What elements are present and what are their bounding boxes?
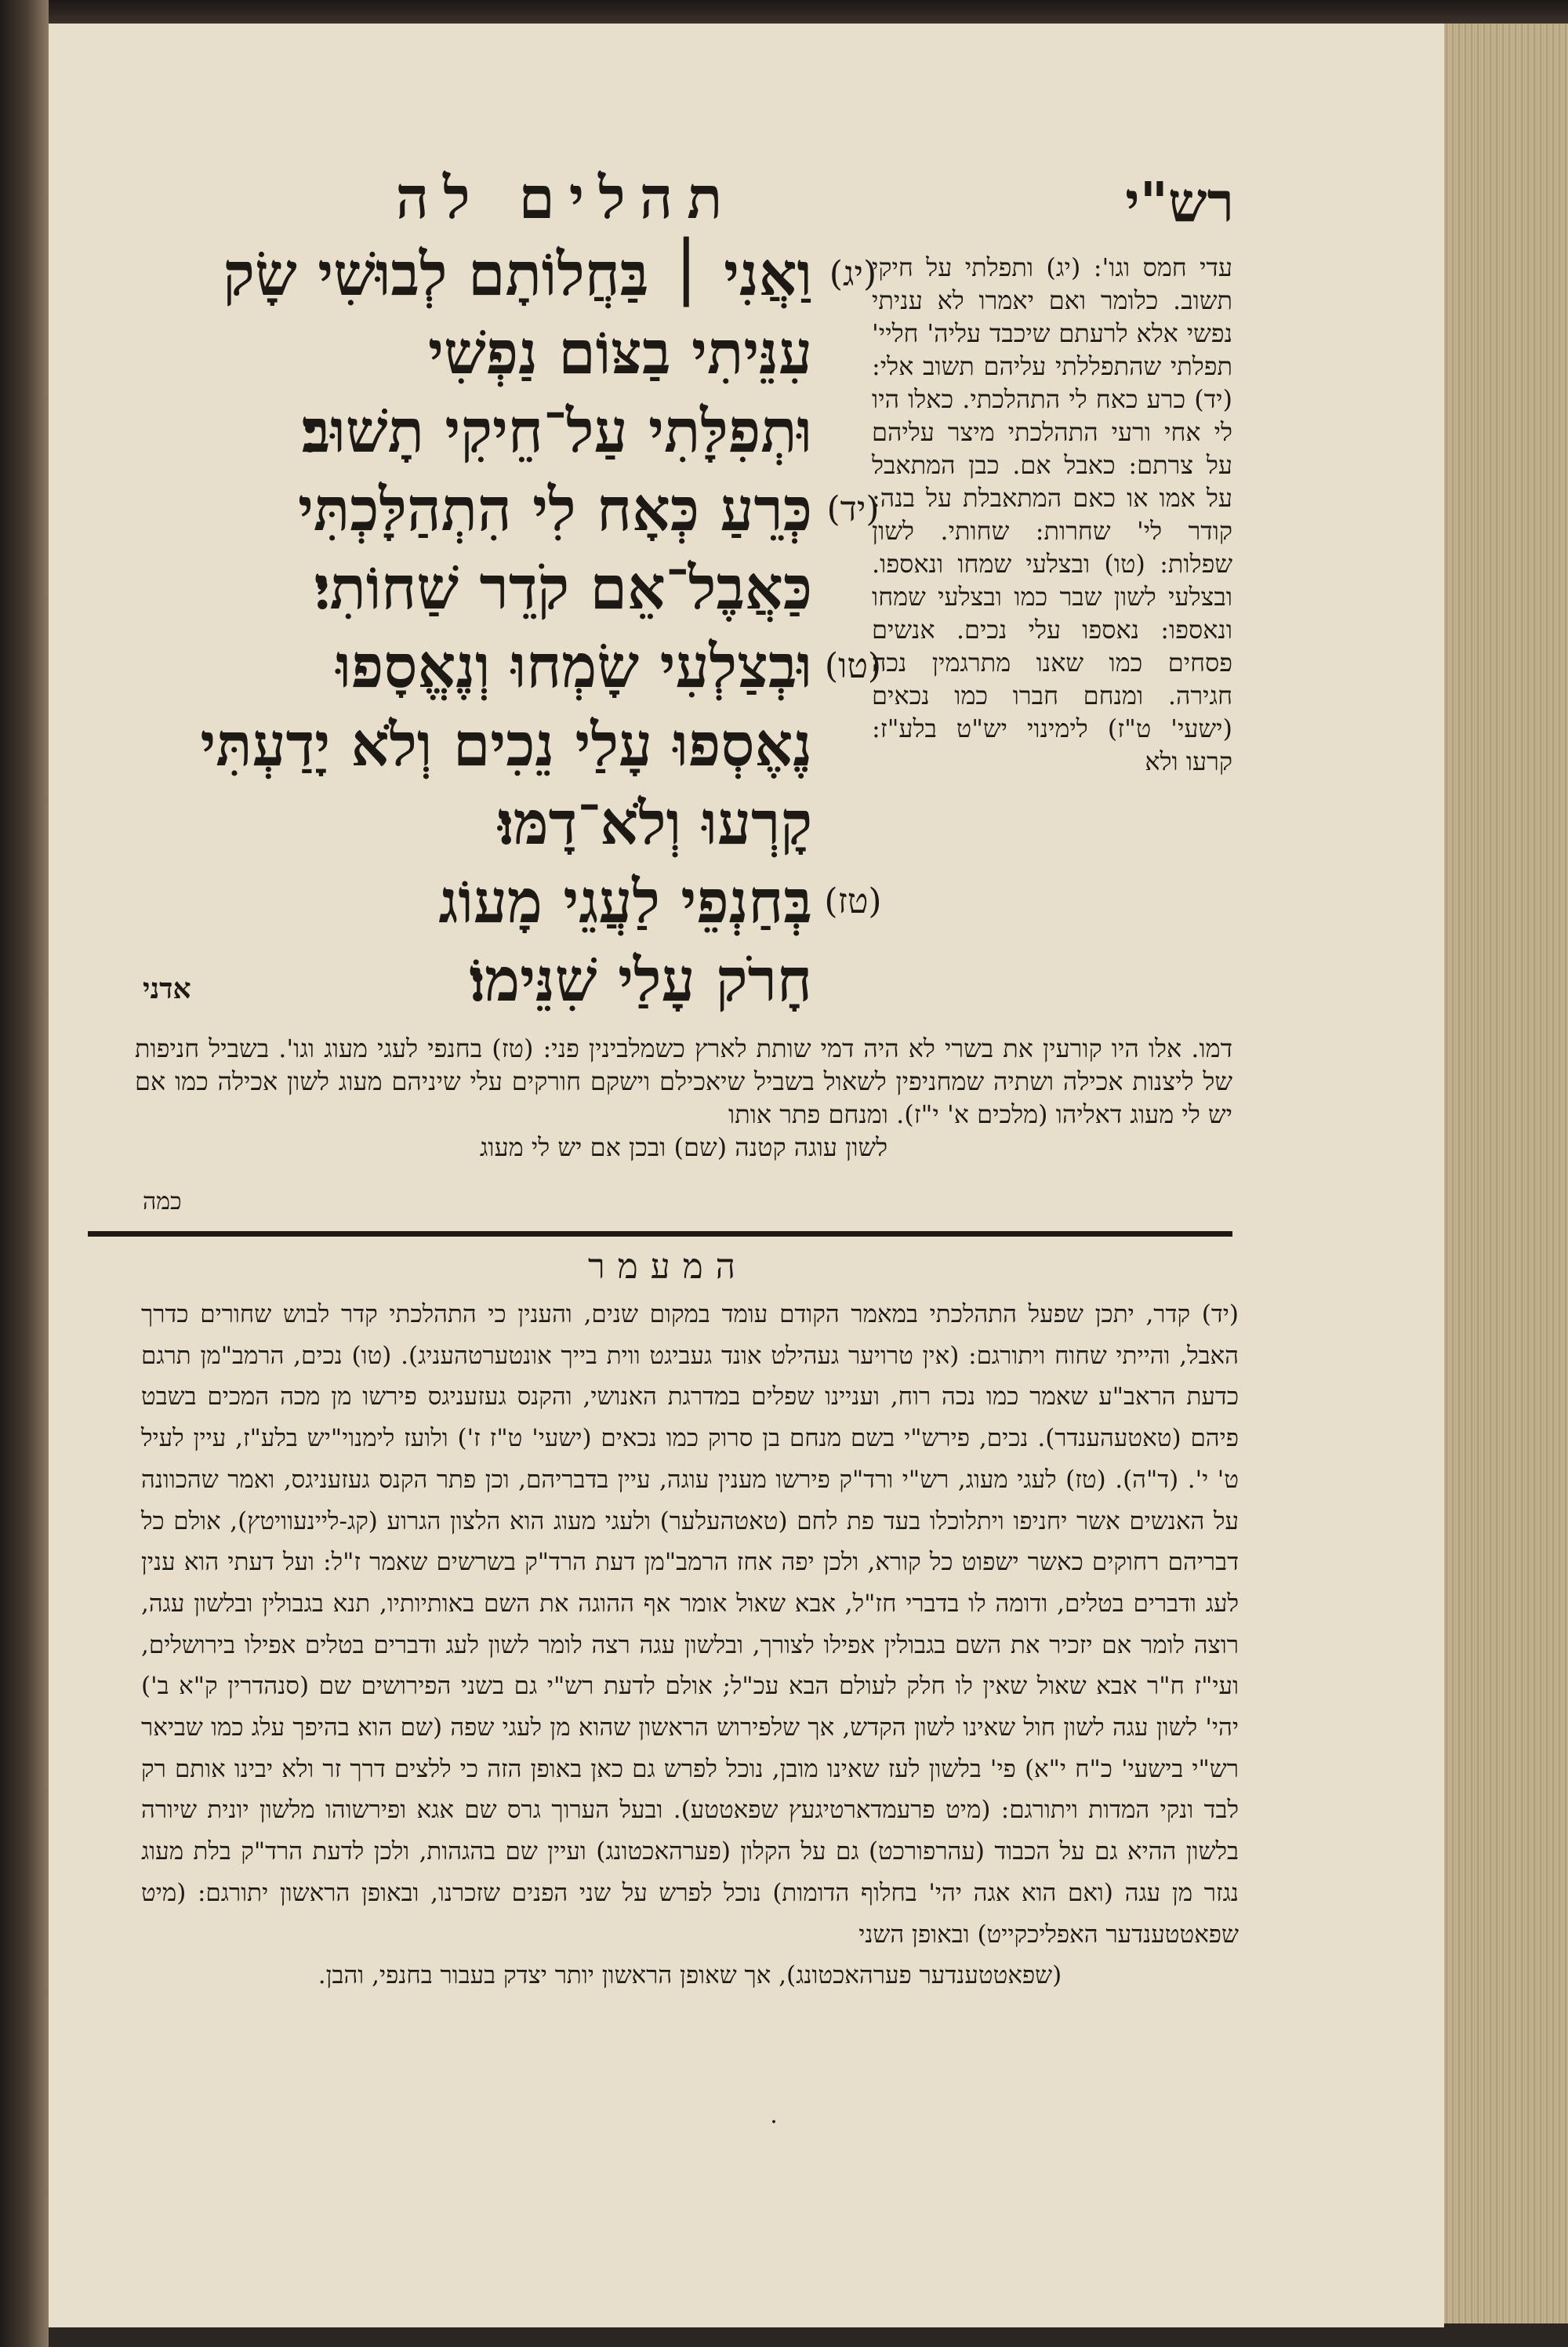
page-title: תהלים לה (395, 165, 737, 232)
verse-text: וַאֲנִי ׀ בַּחֲלוֹתָם לְבוּשִׁי שָׂק (223, 239, 812, 309)
hameamer-commentary (141, 1294, 1239, 1996)
verse-line (158, 392, 887, 470)
verse-line (158, 314, 887, 392)
psalm-verses (158, 235, 887, 1019)
book-page (49, 24, 1444, 2327)
verse-number: (טו) (824, 646, 882, 686)
verse-text: נֶאֶסְפוּ עָלַי נֵכִים וְלֹא יָדַעְתִּי (200, 710, 812, 779)
verse-text: כְּרֵעַ כְּאָח לִי הִתְהַלָּכְתִּי (297, 474, 812, 544)
rashi-last-line: לשון עוגה קטנה (שם) ובכן אם יש לי מעוג (479, 1132, 888, 1162)
rashi-continuation-text: דמו. אלו היו קורעין את בשרי לא היה דמי שותת לארץ כשמלבינין פני: (טז) בחנפי לעגי מעוג וגו'. בשביל חניפות של ליצנות אכילה ושתיה שמחניפין לשאול בשביל שיאכילם וישקם חורקים עלי שיניהם מעוג לשון אכילה כמו אם יש לי מעוג דאליהו (מלכים א' י"ז). ומנחם פתר אותו (135, 1034, 1232, 1129)
book-spine-shadow (0, 0, 49, 2347)
scan-top-shadow (0, 0, 1568, 24)
verse-line (158, 235, 887, 314)
verse-line (158, 627, 887, 706)
verse-number: (יג) (829, 254, 877, 294)
rashi-header: רש"י (1125, 169, 1234, 234)
page-mark: ․ (770, 2102, 779, 2129)
verse-line (158, 470, 887, 549)
rashi-commentary-continuation (135, 1032, 1232, 1164)
book-page-edges (1443, 24, 1568, 2323)
verse-line (158, 863, 887, 941)
section-divider (88, 1231, 1232, 1237)
verse-text: בְּחַנְפֵי לַעֲגֵי מָעוֹג (438, 867, 812, 936)
verse-number: (יד) (826, 489, 880, 529)
verse-line (158, 941, 887, 1019)
verse-text: חָרֹק עָלַי שִׁנֵּימוֹ׃ (469, 945, 812, 1015)
verse-line (158, 784, 887, 863)
verse-text: וּבְצַלְעִי שָׂמְחוּ וְנֶאֱסָפוּ (336, 631, 812, 701)
commentary-title: המעמר (588, 1247, 748, 1287)
verse-text: כַּאֲבֶל־אֵם קֹדֵר שַׁחוֹתִי׃ (314, 553, 812, 623)
commentary-last-line: (שפאטטענדער פערהאכטונג), אך שאופן הראשון יותר יצדק בעבור בחנפי, והבן. (318, 1961, 1062, 1990)
verse-number: (טז) (824, 881, 882, 921)
verse-catchword: אדני (143, 972, 191, 1005)
rashi-catchword: כמה (143, 1188, 182, 1215)
verse-line (158, 706, 887, 784)
verse-text: קָרְעוּ וְלֹא־דָמּוּ׃ (498, 788, 812, 858)
verse-text: וּתְפִלָּתִי עַל־חֵיקִי תָשׁוּב׃ (301, 396, 812, 466)
commentary-text: (יד) קדר, יתכן שפעל התהלכתי במאמר הקודם עומד במקום שנים, והענין כי התהלכתי קדר לבוש שחורים כדרך האבל, והייתי שחוח ויתורגם: (אין טרויער געהילט אונד געביגט ווית בייך אונטערטהעניג). (טו) נכים, הרמב"מן תרגם כדעת הראב"ע שאמר כמו נכה רוח, ועניינו שפלים במדרגת האנושי, והקנס געזעניגס פירשו מן מכה המכים בשבט פיהם (טאטעהענדר). נכים, פירש"י בשם מנחם בן סרוק כמו נכאים (ישעי' ט"ז ז') ולועז לימנוי"יש בלע"ז, עיין לעיל ט' י'. (ד"ה). (טז) לעגי מעוג, רש"י ורד"ק פירשו מענין עוגה, עיין בדבריהם, וכן פתר הקנס געזעניגס, ואמר שהכוונה על האנשים אשר יחניפו ויתלוכלו בעד פת לחם (טאטהעלער) ולעגי מעוג הוא הלצון הגרוע (קג-ליינעוויטץ), אולם כל דבריהם רחוקים כאשר ישפוט כל קורא, ולכן יפה אחז הרמב"מן דעת הרד"ק בשרשים שאמר ז"ל: ועל דעתי הוא ענין לעג ודברים בטלים, ודומה לו בדברי חז"ל, אבא שאול אומר אף ההוגה את השם באותיותיו, תנא בגבולין ובלשון עגה, רוצה לומר אם יזכיר את השם בגבולין אפילו לצורך, ובלשון עגה רצה לומר לשון לעג ודברים בטלים אפילו בירושלים, ועי"ז ח"ר אבא שאול שאין לו חלק לעולם הבא עכ"ל; אולם לדעת רש"י גם בשני הפירושים שם (סנהדרין ק"א ב') יהי' לשון עגה לשון חול שאינו לשון הקדש, אך שלפירוש הראשון שהוא מן לעגי שפה (שם הוא בהיפך עלג כמו שביאר רש"י בישעי' כ"ח י"א) פי' בלשון לעז שאינו מובן, נוכל לפרש גם כאן באופן הזה כי ללצים דרך זר ולא יבינו אותם רק לבד ונקי המדות ויתורגם: (מיט פרעמדארטיגעץ שפאטטע). ובעל הערוך גרס שם אגא ופירשוהו מלשון יונית שיורה בלשון ההיא גם על הכבוד (עהרפורכט) גם על הקלון (פערהאכטונג) ועיין שם בהגהות, ולכן לדעת הרד"ק בלת מעוג נגזר מן עגה (ואם הוא אגה יהי' בחלוף הדומות) נוכל לפרש על שני הפנים שזכרנו, ובאופן הראשון יתורגם: (מיט שפאטטענדער האפליכקייט) ובאופן השני (141, 1300, 1240, 1949)
verse-text: עִנֵּיתִי בַצּוֹם נַפְשִׁי (428, 318, 812, 387)
verse-line (158, 549, 887, 627)
rashi-commentary-column: עדי חמס וגו': (יג) ותפלתי על חיקי תשוב. כלומר ואם יאמרו לא עניתי נפשי אלא לרעתם שיכבד עליה' חליי' תפלתי שהתפללתי עליהם תשוב אלי: (יד) כרע כאח לי התהלכתי. כאלו היו לי אחי ורעי התהלכתי מיצר עליהם על צרתם: כאבל אם. כבן המתאבל על אמו או כאם המתאבלת על בנה: קודר לי' שחרות: שחותי. לשון שפלות: (טו) ובצלעי שמחו ונאספו. ובצלעי לשון שבר כמו ובצלעי שמחו ונאספו: נאספו עלי נכים. אנשים פסחים כמו שאנו מתרגמין נכה חגירה. ומנחם חברו כמו נכאים (ישעי' ט"ז) לימינוי יש"ט בלע"ז: קרעו ולא (872, 253, 1232, 776)
